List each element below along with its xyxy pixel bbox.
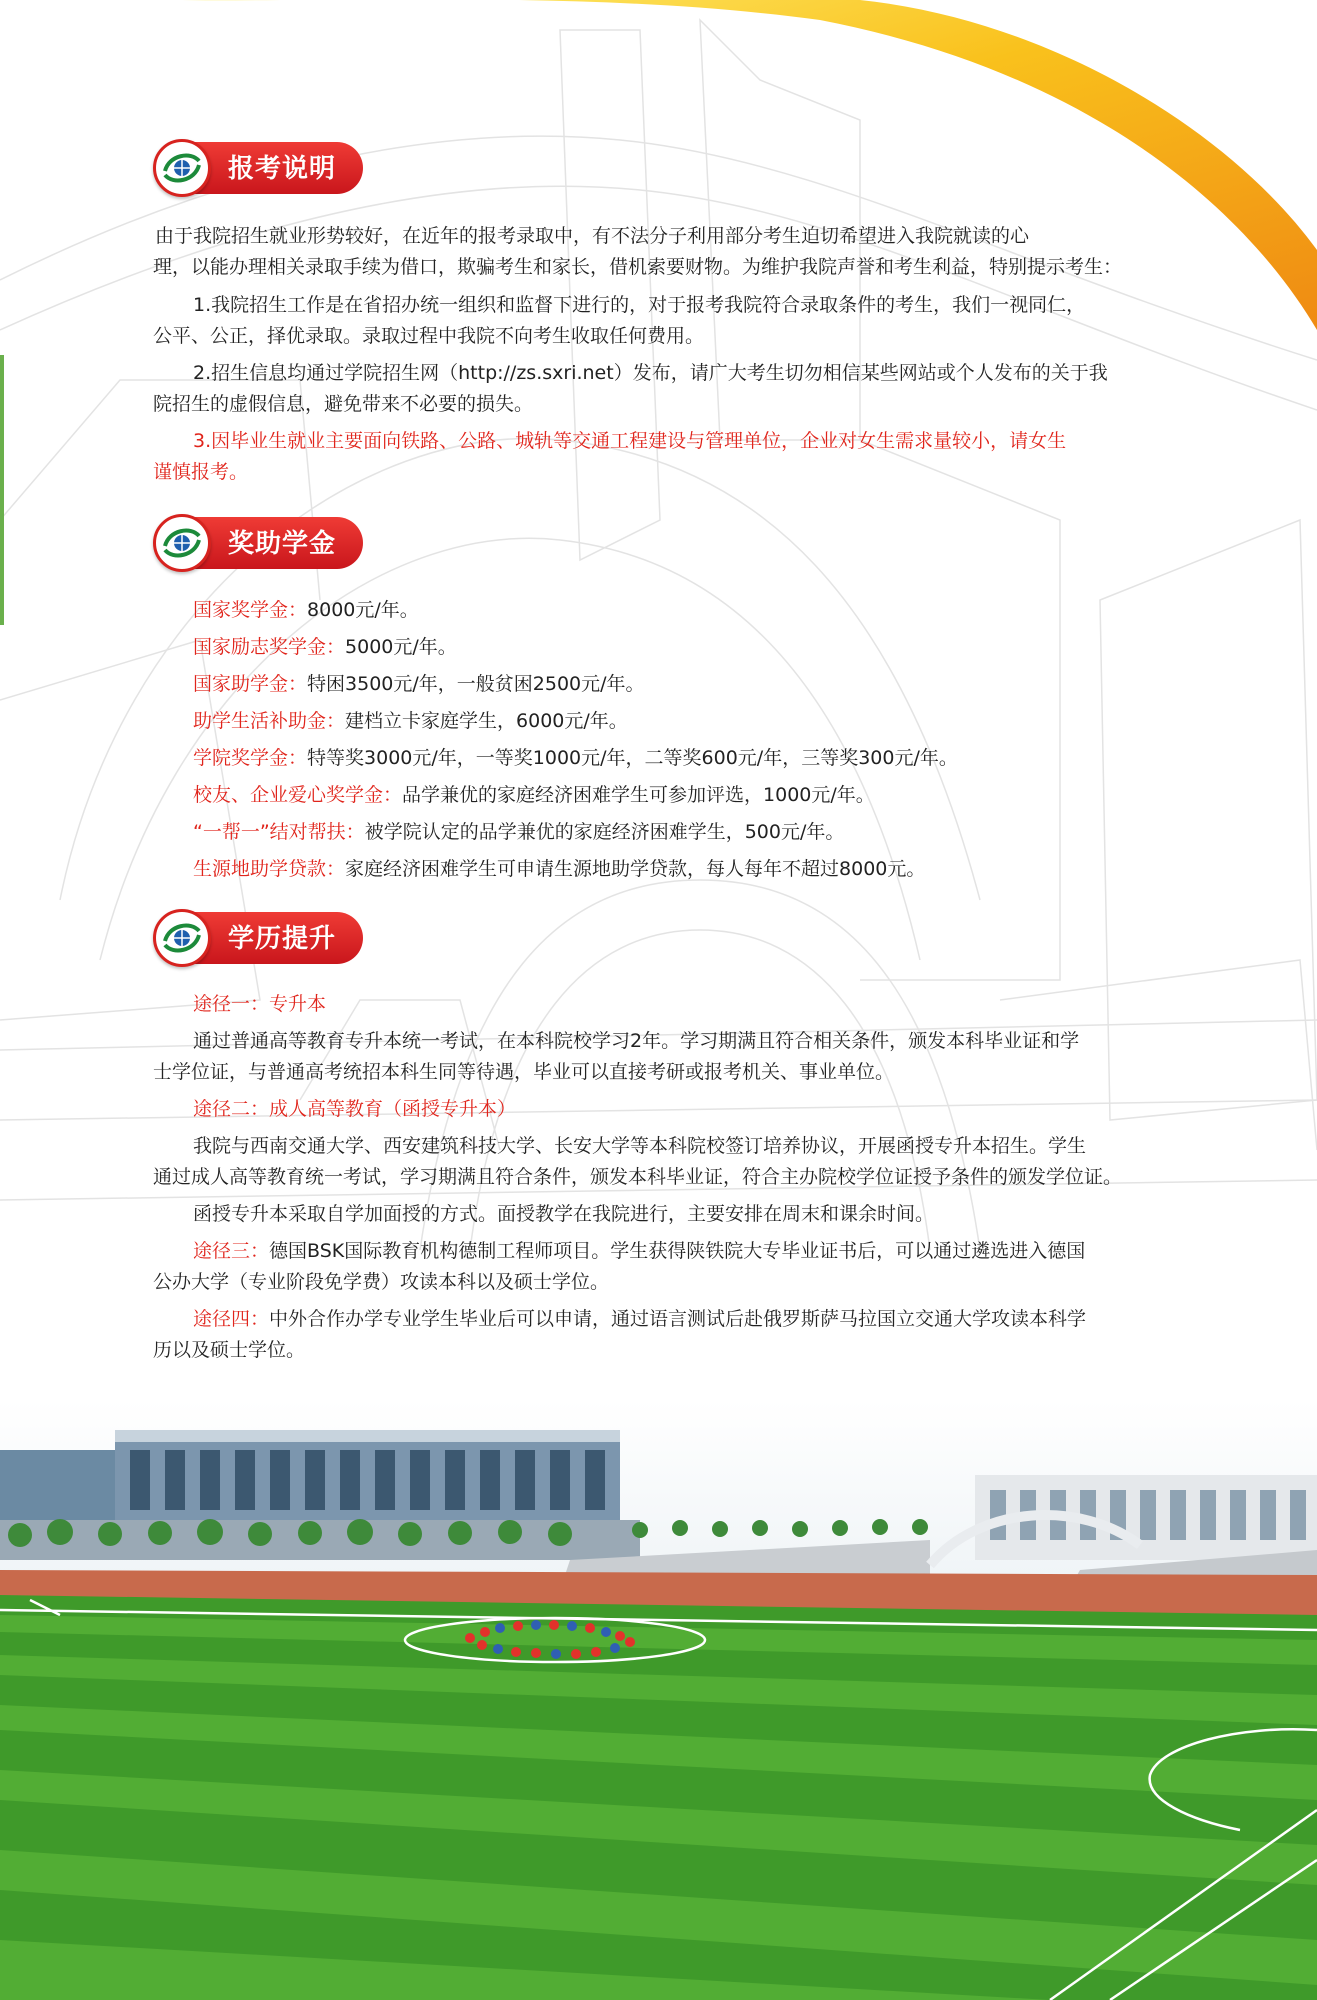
education-line: 通过普通高等教育专升本统一考试，在本科院校学习2年。学习期满且符合相关条件，颁发本科毕业证和学 bbox=[193, 1030, 1080, 1052]
section-title: 奖助学金 bbox=[228, 529, 337, 559]
aid-item bbox=[193, 632, 1233, 663]
section-header-aid bbox=[153, 514, 368, 572]
aid-item-label: 生源地助学贷款： bbox=[193, 858, 346, 880]
campus-sports-field-photo bbox=[0, 1400, 1317, 2000]
aid-item-label: 国家励志奖学金： bbox=[193, 636, 346, 658]
path1-label: 途径一：专升本 bbox=[193, 993, 327, 1015]
notice-line: 理，以能办理相关录取手续为借口，欺骗考生和家长，借机索要财物。为维护我院声誉和考生利益，特别提示考生： bbox=[153, 256, 1123, 278]
path2-label: 途径二：成人高等教育（函授专升本） bbox=[193, 1098, 517, 1120]
aid-item-text: 特困3500元/年，一般贫困2500元/年。 bbox=[307, 673, 645, 695]
college-logo-icon bbox=[153, 514, 211, 572]
education-line: 通过成人高等教育统一考试，学习期满且符合条件，颁发本科毕业证，符合主办院校学位证授予条件的颁发学位证。 bbox=[153, 1166, 1123, 1188]
aid-item-label: “一帮一”结对帮扶： bbox=[193, 821, 365, 843]
education-line: 士学位证，与普通高考统招本科生同等待遇，毕业可以直接考研或报考机关、事业单位。 bbox=[153, 1061, 895, 1083]
notice-line: 公平、公正，择优录取。录取过程中我院不向考生收取任何费用。 bbox=[153, 325, 705, 347]
aid-item-label: 学院奖学金： bbox=[193, 747, 308, 769]
notice-line-warning: 3.因毕业生就业主要面向铁路、公路、城轨等交通工程建设与管理单位，企业对女生需求量较小，请女生 bbox=[193, 430, 1067, 452]
aid-item-text: 5000元/年。 bbox=[345, 636, 457, 658]
notice-line: 由于我院招生就业形势较好，在近年的报考录取中，有不法分子利用部分考生迫切希望进入我院就读的心 bbox=[155, 225, 1030, 247]
education-line: 公办大学（专业阶段免学费）攻读本科以及硕士学位。 bbox=[153, 1271, 610, 1293]
aid-item-text: 被学院认定的品学兼优的家庭经济困难学生，500元/年。 bbox=[364, 821, 845, 843]
education-text: 德国BSK国际教育机构德制工程师项目。学生获得陕铁院大专毕业证书后，可以通过遴选进入德国 bbox=[269, 1240, 1086, 1262]
college-logo-icon bbox=[153, 139, 211, 197]
education-line bbox=[193, 1236, 1233, 1267]
aid-item bbox=[193, 780, 1233, 811]
aid-item-text: 建档立卡家庭学生，6000元/年。 bbox=[345, 710, 628, 732]
path3-label: 途径三： bbox=[193, 1240, 270, 1262]
section-title: 报考说明 bbox=[228, 154, 337, 184]
aid-item-text: 特等奖3000元/年，一等奖1000元/年，二等奖600元/年，三等奖300元/年。 bbox=[307, 747, 958, 769]
aid-item-label: 校友、企业爱心奖学金： bbox=[193, 784, 403, 806]
aid-item-text: 8000元/年。 bbox=[307, 599, 419, 621]
education-text: 中外合作办学专业学生毕业后可以申请，通过语言测试后赴俄罗斯萨马拉国立交通大学攻读本科学 bbox=[269, 1308, 1087, 1330]
notice-line: 1.我院招生工作是在省招办统一组织和监督下进行的，对于报考我院符合录取条件的考生，我们一视同仁， bbox=[193, 294, 1086, 316]
section-header-notice bbox=[153, 139, 368, 197]
college-logo-icon bbox=[153, 909, 211, 967]
left-accent-bar bbox=[0, 355, 4, 625]
education-line: 历以及硕士学位。 bbox=[153, 1339, 306, 1361]
aid-item bbox=[193, 743, 1233, 774]
aid-item-text: 家庭经济困难学生可申请生源地助学贷款，每人每年不超过8000元。 bbox=[345, 858, 926, 880]
aid-item-text: 品学兼优的家庭经济困难学生可参加评选，1000元/年。 bbox=[402, 784, 875, 806]
notice-line-warning: 谨慎报考。 bbox=[153, 461, 249, 483]
aid-item-label: 国家助学金： bbox=[193, 673, 308, 695]
aid-item-label: 助学生活补助金： bbox=[193, 710, 346, 732]
education-line: 我院与西南交通大学、西安建筑科技大学、长安大学等本科院校签订培养协议，开展函授专升本招生。学生 bbox=[193, 1135, 1087, 1157]
education-line: 函授专升本采取自学加面授的方式。面授教学在我院进行，主要安排在周末和课余时间。 bbox=[193, 1203, 935, 1225]
aid-item bbox=[193, 669, 1233, 700]
aid-item bbox=[193, 817, 1233, 848]
notice-line: 2.招生信息均通过学院招生网（http://zs.sxri.net）发布，请广大考生切勿相信某些网站或个人发布的关于我 bbox=[193, 362, 1108, 384]
section-title: 学历提升 bbox=[228, 924, 337, 954]
education-line bbox=[193, 1304, 1233, 1335]
path4-label: 途径四： bbox=[193, 1308, 270, 1330]
aid-item bbox=[193, 854, 1233, 885]
notice-line: 院招生的虚假信息，避免带来不必要的损失。 bbox=[153, 393, 534, 415]
aid-item-label: 国家奖学金： bbox=[193, 599, 308, 621]
aid-item bbox=[193, 706, 1233, 737]
aid-item bbox=[193, 595, 1233, 626]
section-header-education bbox=[153, 909, 368, 967]
